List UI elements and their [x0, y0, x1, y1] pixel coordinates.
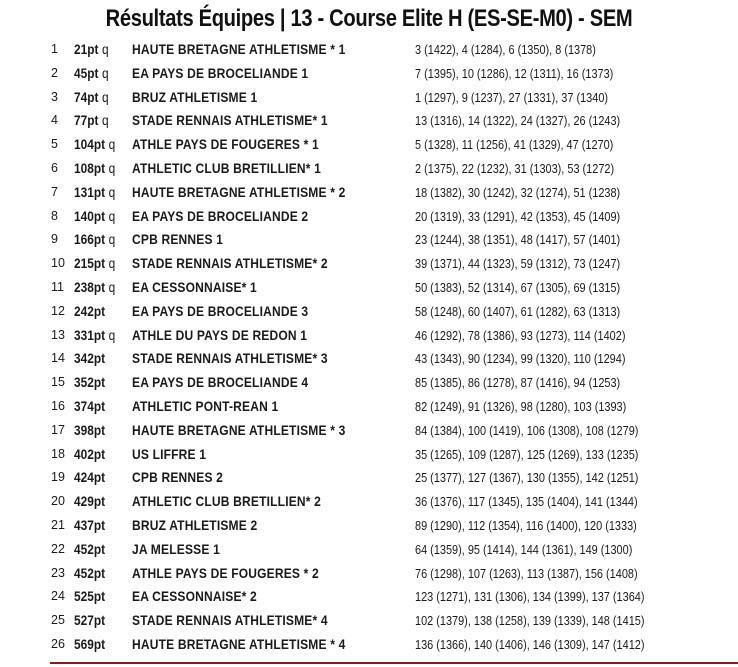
points-cell [74, 347, 109, 371]
team-members: 46 (1292), 78 (1386), 93 (1273), 114 (1402) [415, 327, 626, 343]
points-cell [74, 181, 115, 205]
team-name: HAUTE BRETAGNE ATHLETISME * 4 [132, 635, 346, 652]
team-name: US LIFFRE 1 [132, 445, 207, 462]
table-row [51, 205, 738, 229]
qualified-marker: q [101, 89, 109, 105]
team-name: HAUTE BRETAGNE ATHLETISME * 2 [132, 183, 346, 200]
points-cell [74, 228, 115, 252]
qualified-marker: q [101, 42, 109, 57]
rank-cell: 19 [51, 470, 65, 485]
points-cell [74, 300, 109, 324]
team-name: ATHLETIC PONT-REAN 1 [132, 397, 279, 414]
points-value: 21pt [74, 42, 99, 57]
table-row [51, 133, 738, 157]
qualified-marker: q [108, 279, 116, 295]
points-value: 140pt [74, 208, 106, 224]
table-row [51, 395, 738, 419]
table-row [51, 38, 738, 62]
team-members: 39 (1371), 44 (1323), 59 (1312), 73 (1247) [415, 256, 621, 272]
points-value: 452pt [74, 565, 106, 581]
qualified-marker: q [108, 232, 116, 248]
points-cell [74, 276, 115, 300]
rank-cell: 20 [51, 494, 65, 509]
team-name: EA PAYS DE BROCELIANDE 1 [132, 64, 309, 81]
rank-cell: 3 [51, 89, 58, 104]
team-members: 36 (1376), 117 (1345), 135 (1404), 141 (1344) [415, 494, 638, 510]
points-value: 74pt [74, 89, 99, 105]
points-value: 352pt [74, 375, 106, 391]
table-row [51, 276, 738, 300]
points-value: 342pt [74, 351, 106, 367]
points-value: 525pt [74, 589, 106, 605]
team-name: STADE RENNAIS ATHLETISME* 2 [132, 255, 328, 272]
team-name: ATHLE PAYS DE FOUGERES * 1 [132, 136, 319, 153]
qualified-marker: q [108, 256, 116, 272]
qualified-marker: q [108, 208, 116, 224]
table-row [51, 252, 738, 276]
rank-cell: 4 [51, 113, 58, 128]
team-members: 43 (1343), 90 (1234), 99 (1320), 110 (1294) [415, 351, 626, 367]
team-members: 82 (1249), 91 (1326), 98 (1280), 103 (1393) [415, 398, 627, 414]
team-members: 89 (1290), 112 (1354), 116 (1400), 120 (1333) [415, 517, 637, 533]
points-value: 452pt [74, 541, 106, 557]
team-name: EA PAYS DE BROCELIANDE 4 [132, 374, 309, 391]
rank-cell: 13 [51, 327, 65, 342]
points-cell [74, 419, 109, 443]
rank-cell: 2 [51, 65, 58, 80]
rank-cell: 11 [51, 279, 64, 294]
results-table [51, 38, 738, 657]
team-members: 1 (1297), 9 (1237), 27 (1331), 37 (1340) [415, 89, 609, 105]
points-value: 166pt [74, 232, 106, 248]
points-cell [74, 371, 109, 395]
table-row [51, 157, 738, 181]
points-value: 398pt [74, 422, 106, 438]
table-row [51, 562, 738, 586]
team-name: STADE RENNAIS ATHLETISME* 3 [132, 350, 328, 367]
team-members: 5 (1328), 11 (1256), 41 (1329), 47 (1270) [415, 137, 614, 153]
points-value: 77pt [74, 113, 99, 129]
table-row [51, 324, 738, 348]
table-row [51, 514, 738, 538]
team-name: CPB RENNES 1 [132, 231, 224, 248]
team-name: HAUTE BRETAGNE ATHLETISME * 1 [132, 41, 346, 57]
points-cell [74, 157, 115, 181]
team-members: 18 (1382), 30 (1242), 32 (1274), 51 (1238) [415, 184, 621, 200]
team-name: STADE RENNAIS ATHLETISME* 1 [132, 112, 328, 129]
points-cell [74, 38, 109, 62]
rank-cell: 25 [51, 613, 65, 628]
page-title: Résultats Équipes | 13 - Course Elite H (ES-SE-M0) - SEM [105, 5, 633, 32]
team-members: 84 (1384), 100 (1419), 106 (1308), 108 (1279) [415, 422, 639, 438]
points-cell [74, 490, 109, 514]
table-row [51, 419, 738, 443]
table-row [51, 443, 738, 467]
rank-cell: 16 [51, 398, 65, 413]
team-members: 35 (1265), 109 (1287), 125 (1269), 133 (1235) [415, 446, 639, 462]
team-name: ATHLETIC CLUB BRETILLIEN* 2 [132, 493, 322, 510]
table-row [51, 347, 738, 371]
table-row [51, 109, 738, 133]
points-value: 215pt [74, 256, 106, 272]
points-value: 527pt [74, 613, 106, 629]
qualified-marker: q [108, 327, 116, 343]
points-cell [74, 609, 109, 633]
team-members: 76 (1298), 107 (1263), 113 (1387), 156 (1408) [415, 565, 638, 581]
rank-cell: 6 [51, 160, 58, 175]
team-name: BRUZ ATHLETISME 1 [132, 88, 258, 105]
points-value: 108pt [74, 160, 106, 176]
points-cell [74, 466, 109, 490]
table-row [51, 585, 738, 609]
points-cell [74, 443, 109, 467]
table-row [51, 86, 738, 110]
table-row [51, 228, 738, 252]
team-name: EA CESSONNAISE* 2 [132, 588, 257, 605]
team-members: 13 (1316), 14 (1322), 24 (1327), 26 (1243) [415, 113, 621, 129]
team-members: 3 (1422), 4 (1284), 6 (1350), 8 (1378) [415, 42, 596, 57]
points-cell [74, 538, 109, 562]
table-row [51, 181, 738, 205]
points-cell [74, 133, 115, 157]
team-members: 50 (1383), 52 (1314), 67 (1305), 69 (1315) [415, 279, 621, 295]
points-cell [74, 514, 109, 538]
rank-cell: 10 [51, 256, 65, 271]
qualified-marker: q [101, 65, 109, 81]
table-row [51, 490, 738, 514]
team-name: ATHLE PAYS DE FOUGERES * 2 [132, 564, 319, 581]
points-value: 45pt [74, 65, 99, 81]
rank-cell: 1 [51, 42, 58, 56]
qualified-marker: q [108, 184, 116, 200]
table-row [51, 466, 738, 490]
team-name: EA PAYS DE BROCELIANDE 3 [132, 302, 309, 319]
points-cell [74, 395, 109, 419]
table-row [51, 609, 738, 633]
table-row [51, 633, 738, 657]
rank-cell: 12 [51, 303, 65, 318]
team-name: BRUZ ATHLETISME 2 [132, 516, 258, 533]
team-name: ATHLETIC CLUB BRETILLIEN* 1 [132, 159, 322, 176]
team-members: 123 (1271), 131 (1306), 134 (1399), 137 (1364) [415, 589, 645, 605]
points-value: 429pt [74, 494, 106, 510]
rank-cell: 8 [51, 208, 58, 223]
rank-cell: 15 [51, 375, 65, 390]
points-value: 331pt [74, 327, 106, 343]
points-value: 238pt [74, 279, 106, 295]
table-row [51, 371, 738, 395]
points-value: 402pt [74, 446, 106, 462]
team-members: 58 (1248), 60 (1407), 61 (1282), 63 (1313) [415, 303, 621, 319]
team-members: 102 (1379), 138 (1258), 139 (1339), 148 (1415) [415, 613, 645, 629]
team-members: 85 (1385), 86 (1278), 87 (1416), 94 (1253) [415, 375, 621, 391]
points-cell [74, 324, 115, 348]
table-row [51, 538, 738, 562]
points-cell [74, 633, 109, 657]
rank-cell: 21 [51, 517, 65, 532]
team-members: 136 (1366), 140 (1406), 146 (1309), 147 (1412) [415, 636, 645, 652]
rank-cell: 18 [51, 446, 65, 461]
table-row [51, 62, 738, 86]
qualified-marker: q [108, 137, 116, 153]
points-cell [74, 109, 109, 133]
points-cell [74, 252, 115, 276]
rank-cell: 26 [51, 636, 65, 651]
team-members: 64 (1359), 95 (1414), 144 (1361), 149 (1300) [415, 541, 633, 557]
rank-cell: 23 [51, 565, 65, 580]
rank-cell: 9 [51, 232, 58, 247]
qualified-marker: q [108, 160, 116, 176]
team-name: STADE RENNAIS ATHLETISME* 4 [132, 612, 328, 629]
points-cell [74, 62, 109, 86]
rank-cell: 22 [51, 541, 65, 556]
rank-cell: 14 [51, 351, 65, 366]
team-members: 20 (1319), 33 (1291), 42 (1353), 45 (1409) [415, 208, 621, 224]
team-members: 25 (1377), 127 (1367), 130 (1355), 142 (1251) [415, 470, 639, 486]
points-value: 242pt [74, 303, 106, 319]
rank-cell: 5 [51, 137, 58, 152]
bottom-divider [50, 662, 738, 664]
points-value: 437pt [74, 517, 106, 533]
points-value: 104pt [74, 137, 106, 153]
rank-cell: 24 [51, 589, 65, 604]
team-name: CPB RENNES 2 [132, 469, 224, 486]
table-row [51, 300, 738, 324]
team-members: 23 (1244), 38 (1351), 48 (1417), 57 (1401) [415, 232, 621, 248]
team-name: ATHLE DU PAYS DE REDON 1 [132, 326, 308, 343]
team-name: HAUTE BRETAGNE ATHLETISME * 3 [132, 421, 346, 438]
points-value: 424pt [74, 470, 106, 486]
points-cell [74, 86, 109, 110]
points-cell [74, 205, 115, 229]
team-members: 2 (1375), 22 (1232), 31 (1303), 53 (1272) [415, 160, 615, 176]
team-name: EA CESSONNAISE* 1 [132, 278, 257, 295]
team-name: JA MELESSE 1 [132, 540, 220, 557]
team-members: 7 (1395), 10 (1286), 12 (1311), 16 (1373) [415, 65, 614, 81]
points-cell [74, 585, 109, 609]
points-value: 374pt [74, 398, 106, 414]
points-value: 131pt [74, 184, 106, 200]
team-name: EA PAYS DE BROCELIANDE 2 [132, 207, 309, 224]
rank-cell: 7 [51, 184, 58, 199]
rank-cell: 17 [51, 422, 65, 437]
points-value: 569pt [74, 636, 106, 652]
points-cell [74, 562, 109, 586]
qualified-marker: q [101, 113, 109, 129]
